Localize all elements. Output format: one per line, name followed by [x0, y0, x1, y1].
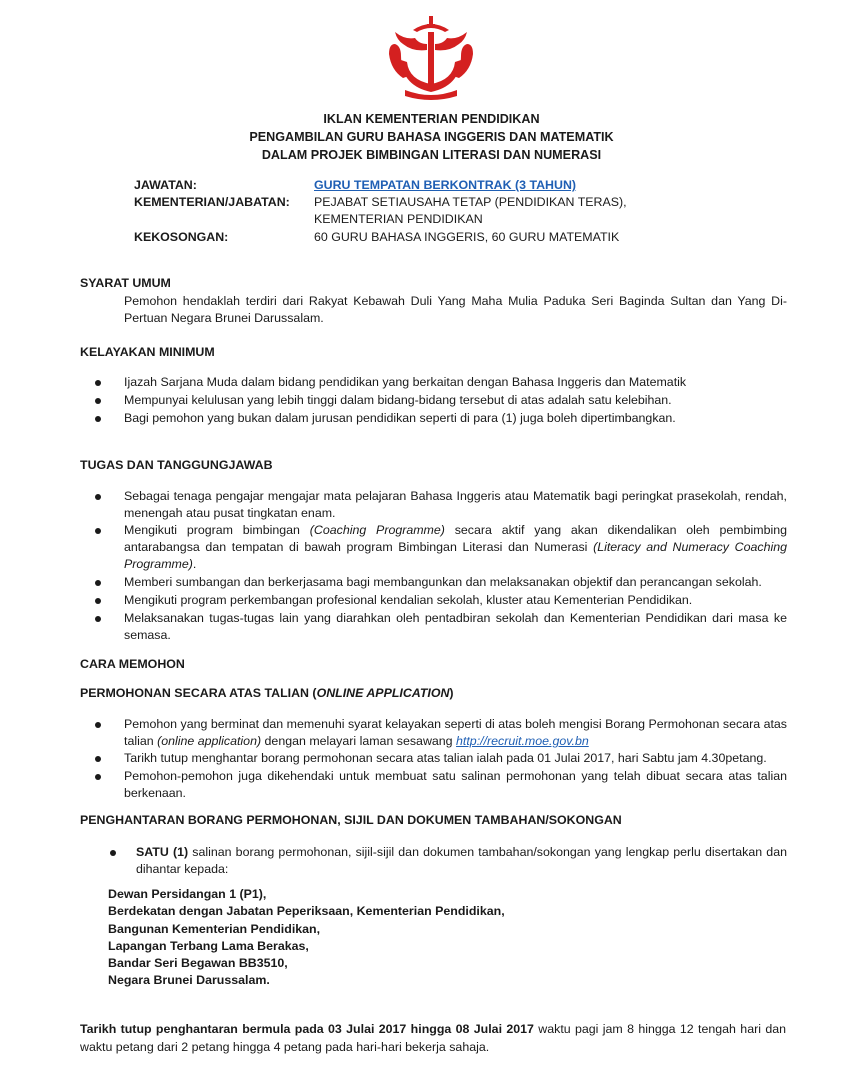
address-line: Bandar Seri Begawan BB3510,	[108, 956, 288, 971]
cara-heading: CARA MEMOHON	[80, 657, 185, 671]
tugas-item-2-text: Mengikuti program bimbingan	[124, 523, 310, 537]
bullet-icon	[95, 580, 101, 586]
address-line: Negara Brunei Darussalam.	[108, 973, 270, 988]
online-heading-text: PERMOHONAN SECARA ATAS TALIAN (	[80, 686, 317, 700]
bullet-icon	[95, 774, 101, 780]
tugas-item-2-italic-2: (Literacy and Numeracy Coaching Programme)	[124, 540, 787, 571]
title-line-2: PENGAMBILAN GURU BAHASA INGGERIS DAN MATEMATIK	[249, 130, 614, 144]
kelayakan-item-1: Ijazah Sarjana Muda dalam bidang pendidikan yang berkaitan dengan Bahasa Inggeris dan Matematik	[124, 375, 687, 389]
kementerian-label: KEMENTERIAN/JABATAN:	[134, 195, 290, 209]
title-line-1: IKLAN KEMENTERIAN PENDIDIKAN	[323, 112, 540, 126]
penghantaran-heading: PENGHANTARAN BORANG PERMOHONAN, SIJIL DAN DOKUMEN TAMBAHAN/SOKONGAN	[80, 813, 622, 827]
penghantaran-item-text: salinan borang permohonan, sijil-sijil dan dokumen tambahan/sokongan yang lengkap perlu disertakan dan dihantar kepada:	[136, 845, 787, 876]
tugas-item-2-end: .	[192, 557, 197, 571]
kekosongan-label: KEKOSONGAN:	[134, 230, 229, 244]
cara-item-3: Pemohon-pemohon juga dikehendaki untuk membuat satu salinan permohonan yang telah dibuat secara atas talian berkenaan.	[124, 769, 787, 800]
tugas-item-4: Mengikuti program perkembangan profesional kendalian sekolah, kluster atau Kementerian Pendidikan.	[124, 593, 693, 607]
address-line: Dewan Persidangan 1 (P1),	[108, 887, 267, 901]
kelayakan-item-3: Bagi pemohon yang bukan dalam jurusan pendidikan seperti di para (1) juga boleh dipertimbangkan.	[124, 411, 676, 425]
cara-item-1-text: Pemohon yang berminat dan memenuhi syarat kelayakan seperti di atas boleh mengisi Borang Permohonan secara atas talian	[124, 717, 787, 748]
bullet-icon	[95, 756, 101, 762]
brunei-crest-logo	[383, 14, 479, 100]
tugas-item-3: Memberi sumbangan dan berkerjasama bagi membangunkan dan melaksanakan objektif dan perancangan sekolah.	[124, 575, 762, 589]
bullet-icon	[95, 722, 101, 728]
syarat-heading: SYARAT UMUM	[80, 276, 171, 290]
cara-item-1	[124, 716, 787, 750]
kementerian-value-2: KEMENTERIAN PENDIDIKAN	[314, 212, 483, 226]
kelayakan-heading: KELAYAKAN MINIMUM	[80, 345, 215, 359]
closing-text: waktu pagi jam 8 hingga 12 tengah hari dan waktu petang dari 2 petang hingga 4 petang pada hari-hari bekerja sahaja.	[80, 1022, 786, 1054]
tugas-item-5: Melaksanakan tugas-tugas lain yang diarahkan oleh pentadbiran sekolah dan Kementerian Pendidikan dari masa ke semasa.	[124, 611, 787, 642]
delivery-address	[108, 886, 505, 990]
penghantaran-item	[136, 844, 787, 878]
kekosongan-value: 60 GURU BAHASA INGGERIS, 60 GURU MATEMATIK	[314, 230, 620, 244]
online-heading-italic: ONLINE APPLICATION	[316, 686, 450, 700]
kelayakan-item-2: Mempunyai kelulusan yang lebih tinggi dalam bidang-bidang tersebut di atas adalah satu kelebihan.	[124, 393, 672, 407]
tugas-item-2-text-2: secara aktif yang akan dikendalikan oleh pembimbing antarabangsa dan tempatan di bawah program Bimbingan Literasi dan Numerasi	[124, 523, 787, 554]
kementerian-value-1: PEJABAT SETIAUSAHA TETAP (PENDIDIKAN TERAS),	[314, 195, 627, 209]
recruit-website-link[interactable]: http://recruit.moe.gov.bn	[456, 734, 589, 748]
address-line: Lapangan Terbang Lama Berakas,	[108, 938, 309, 953]
address-line: Bangunan Kementerian Pendidikan,	[108, 921, 321, 936]
bullet-icon	[95, 380, 101, 386]
jawatan-link[interactable]: GURU TEMPATAN BERKONTRAK (3 TAHUN)	[314, 178, 577, 192]
syarat-text: Pemohon hendaklah terdiri dari Rakyat Kebawah Duli Yang Maha Mulia Paduka Seri Baginda Sultan dan Yang Di-Pertuan Negara Brunei Darussalam.	[124, 294, 787, 325]
jawatan-label: JAWATAN:	[134, 178, 197, 192]
tugas-heading: TUGAS DAN TANGGUNGJAWAB	[80, 458, 273, 472]
closing-bold: Tarikh tutup penghantaran bermula pada 03 Julai 2017 hingga 08 Julai 2017	[80, 1022, 534, 1036]
cara-item-1-italic: (online application)	[157, 734, 262, 748]
bullet-icon	[95, 616, 101, 622]
bullet-icon	[95, 494, 101, 500]
cara-item-1-text-2: dengan melayari laman sesawang	[261, 734, 457, 748]
address-line: Berdekatan dengan Jabatan Peperiksaan, Kementerian Pendidikan,	[108, 904, 505, 919]
cara-item-2: Tarikh tutup menghantar borang permohonan secara atas talian ialah pada 01 Julai 2017, hari Sabtu jam 4.30petang.	[124, 751, 767, 765]
tugas-item-1: Sebagai tenaga pengajar mengajar mata pelajaran Bahasa Inggeris atau Matematik bagi peringkat prasekolah, rendah, menengah atau pusat tingkatan enam.	[124, 489, 787, 520]
bullet-icon	[95, 416, 101, 422]
bullet-icon	[95, 398, 101, 404]
bullet-icon	[110, 850, 116, 856]
online-heading-end: )	[449, 686, 454, 700]
title-line-3: DALAM PROJEK BIMBINGAN LITERASI DAN NUMERASI	[261, 148, 602, 162]
tugas-item-2-italic: (Coaching Programme)	[309, 523, 445, 537]
tugas-item-2	[124, 522, 787, 573]
bullet-icon	[95, 598, 101, 604]
online-application-heading	[80, 686, 454, 700]
bullet-icon	[95, 528, 101, 534]
closing-note	[80, 1020, 786, 1056]
penghantaran-item-bold: SATU (1)	[136, 845, 189, 859]
